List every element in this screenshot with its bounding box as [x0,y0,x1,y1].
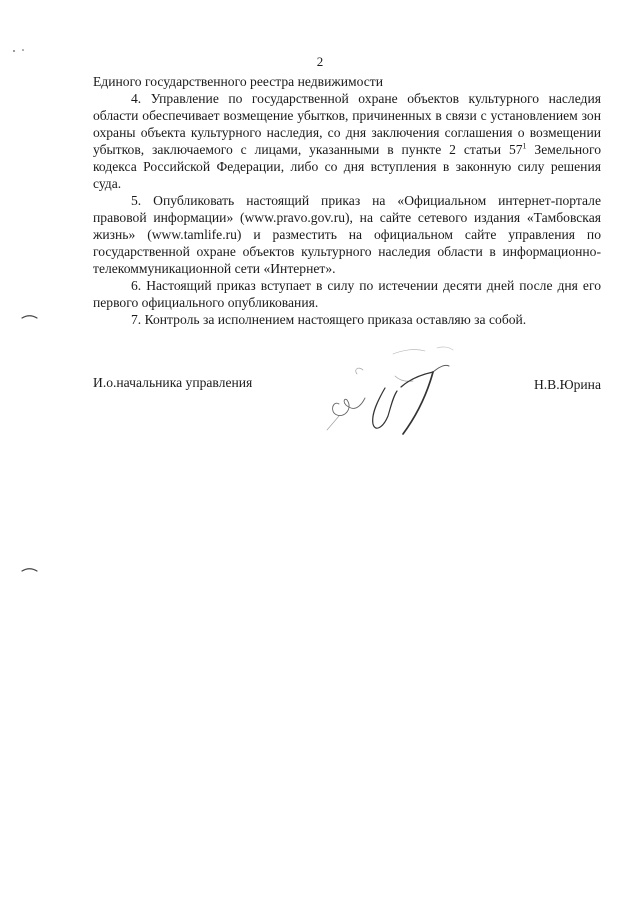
handwritten-signature [325,342,475,437]
item-4-superscript: 1 [522,141,527,151]
margin-mark-lower [20,566,40,574]
paragraph-item-6: 6. Настоящий приказ вступает в силу по истечении десяти дней после дня его первого официального опубликования. [93,278,601,310]
page-number: 2 [316,54,324,69]
paragraph-item-7: 7. Контроль за исполнением настоящего приказа оставляю за собой. [131,312,527,327]
continuation-line: Единого государственного реестра недвижимости [93,74,384,89]
margin-mark-middle [20,313,40,321]
paragraph-item-5: 5. Опубликовать настоящий приказ на «Официальном интернет-портале правовой информации» (www.pravo.gov.ru), на сайте сетевого издания «Тамбовская жизнь» (www.tamlife.ru) и разместить на официальном сайте управления по государственной охране объектов культурного наследия области в информационно-телекоммуникационной сети «Интернет». [93,193,601,276]
margin-dot-top [11,48,27,54]
item-4-text: 4. Управление по государственной охране объектов культурного наследия области обеспечивает возмещение убытков, причиненных в связи с установлением зон охраны объекта культурного наследия, со дня заключения соглашения о возмещении убытков, заключаемого с лицами, указанными в пункте 2 статьи 57 [93,91,601,157]
signer-name: Н.В.Юрина [533,377,601,392]
paragraph-item-4 [93,90,601,192]
document-body [93,73,601,328]
item-4-text-end: Земельного кодекса Российской Федерации, либо со дня вступления в законную силу решения суда. [93,142,602,191]
signer-title: И.о.начальника управления [93,375,253,390]
